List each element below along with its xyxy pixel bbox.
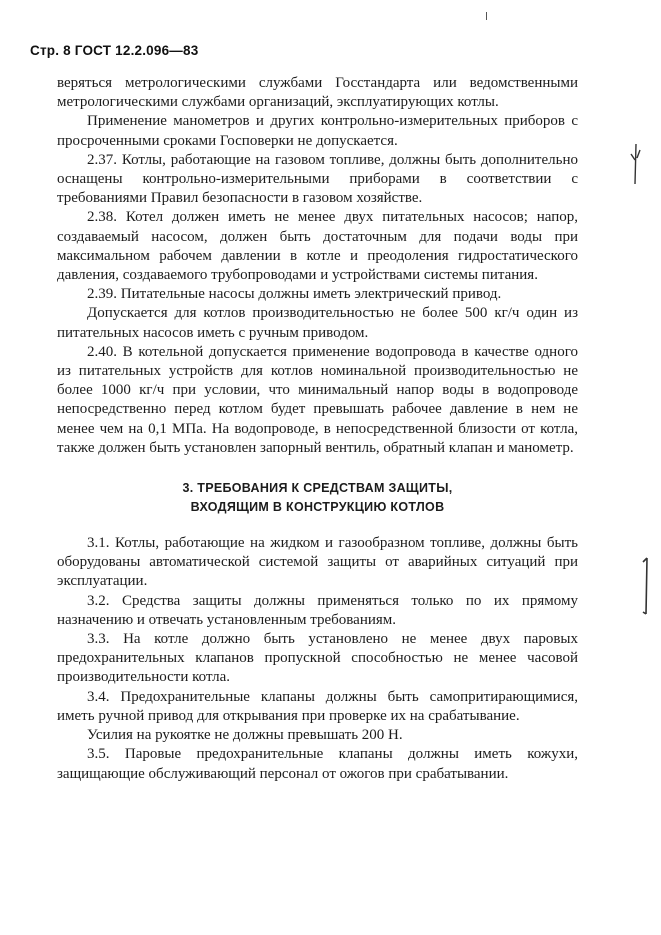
section-heading-line1: 3. ТРЕБОВАНИЯ К СРЕДСТВАМ ЗАЩИТЫ, bbox=[182, 481, 453, 496]
paragraph-3-4: 3.4. Предохранительные клапаны должны быть самопритирающимися, иметь ручной привод для открывания при проверке их на срабатывание. bbox=[57, 688, 578, 724]
paragraph: Применение манометров и других контрольно-измерительных приборов с просроченными сроками Госповерки не допускается. bbox=[57, 113, 578, 149]
paragraph-2-37: 2.37. Котлы, работающие на газовом топливе, должны быть дополнительно оснащены контрольно-измерительными приборами в соответствии с требованиями Правил безопасности в газовом хозяйстве. bbox=[57, 151, 578, 207]
paragraph: Усилия на рукоятке не должны превышать 200 Н. bbox=[87, 727, 403, 744]
margin-bracket-icon bbox=[640, 556, 654, 618]
paragraph-3-5: 3.5. Паровые предохранительные клапаны должны иметь кожухи, защищающие обслуживающий персонал от ожогов при срабатывании. bbox=[57, 746, 578, 782]
document-body bbox=[57, 74, 578, 784]
paragraph-3-1: 3.1. Котлы, работающие на жидком и газообразном топливе, должны быть оборудованы автоматической системой защиты от аварийных ситуаций при эксплуатации. bbox=[57, 535, 578, 590]
section-heading bbox=[57, 479, 578, 517]
paragraph-3-3: 3.3. На котле должно быть установлено не менее двух паровых предохранительных клапанов пропускной способностью не менее часовой производительности котла. bbox=[57, 631, 578, 686]
page-header: Стр. 8 ГОСТ 12.2.096—83 bbox=[30, 43, 199, 58]
paragraph: Допускается для котлов производительностью не более 500 кг/ч один из питательных насосов иметь с ручным приводом. bbox=[57, 305, 578, 341]
scan-artifact-tick bbox=[486, 12, 487, 20]
paragraph-2-38: 2.38. Котел должен иметь не менее двух питательных насосов; напор, создаваемый насосом, должен быть достаточным для подачи воды при максимальном рабочем давлении в котле и преодоления гидростатического давления, создаваемого трубопроводами и устройствами системы питания. bbox=[57, 209, 578, 284]
margin-mark-icon bbox=[626, 140, 646, 190]
paragraph-2-40: 2.40. В котельной допускается применение водопровода в качестве одного из питательных устройств для котлов номинальной производительностью не более 1000 кг/ч при условии, что минимальный напор воды в водопроводе непосредственно перед котлом будет превышать рабочее давление в нем не менее чем на 0,1 МПа. На водопроводе, в непосредственной близости от котла, также должен быть установлен запорный вентиль, обратный клапан и манометр. bbox=[57, 343, 578, 456]
paragraph-2-39: 2.39. Питательные насосы должны иметь электрический привод. bbox=[87, 286, 502, 303]
paragraph: веряться метрологическими службами Госстандарта или ведомственными метрологическими службами организаций, эксплуатирующих котлы. bbox=[57, 75, 578, 111]
section-heading-line2: ВХОДЯЩИМ В КОНСТРУКЦИЮ КОТЛОВ bbox=[190, 500, 445, 515]
paragraph-3-2: 3.2. Средства защиты должны применяться только по их прямому назначению и отвечать установленным требованиям. bbox=[57, 592, 578, 628]
